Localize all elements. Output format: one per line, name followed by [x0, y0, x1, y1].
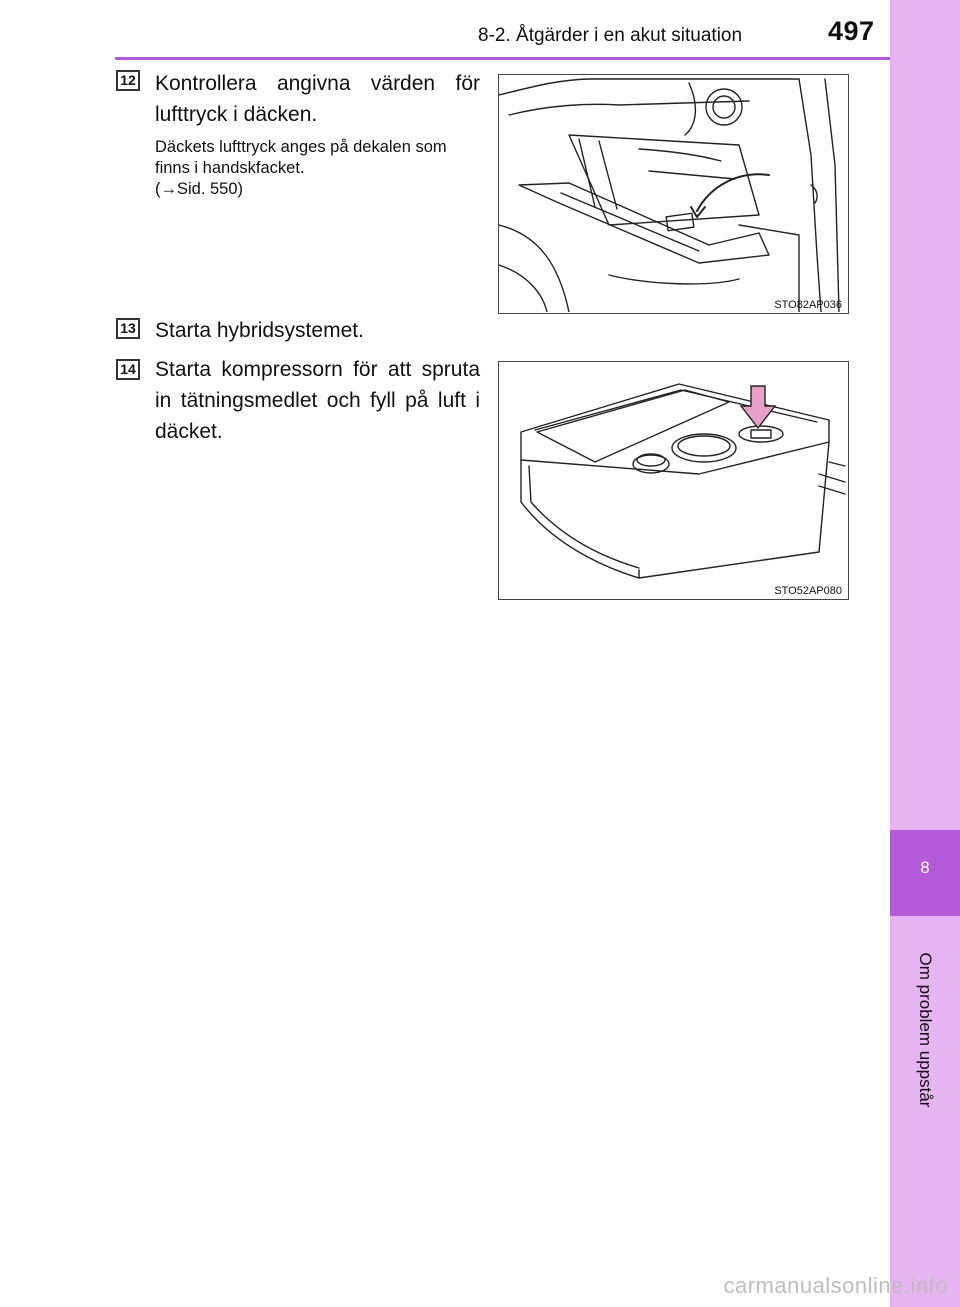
chapter-label: Om problem uppstår [916, 952, 935, 1108]
compressor-illustration [499, 362, 847, 598]
chapter-number: 8 [920, 858, 930, 877]
step-12-badge: 12 [116, 70, 140, 91]
step-14-text: Starta kompressorn för att spruta in tätningsmedlet och fyll på luft i däcket. [155, 358, 480, 443]
page-number: 497 [828, 16, 875, 46]
step-14-badge: 14 [116, 359, 140, 380]
step-13-badge: 13 [116, 318, 140, 339]
compressor-figure [498, 361, 849, 600]
step-12-note-text: Däckets lufttryck anges på dekalen som finns i handskfacket. [155, 138, 447, 177]
step-12-note [155, 137, 480, 200]
step-13-text: Starta hybridsystemet. [155, 319, 364, 342]
step-12-page-ref[interactable]: (→Sid. 550) [155, 180, 244, 198]
step-12-text: Kontrollera angivna värden för lufttryck i däcken. [155, 72, 480, 126]
figure-code-14: STO52AP080 [774, 585, 842, 597]
watermark[interactable]: carmanualsonline.info [723, 1273, 948, 1298]
glovebox-figure [498, 74, 849, 314]
glovebox-illustration [499, 75, 847, 312]
section-title: 8-2. Åtgärder i en akut situation [478, 25, 743, 46]
header-rule [115, 57, 890, 60]
figure-code-12: STO82AP036 [774, 299, 842, 311]
